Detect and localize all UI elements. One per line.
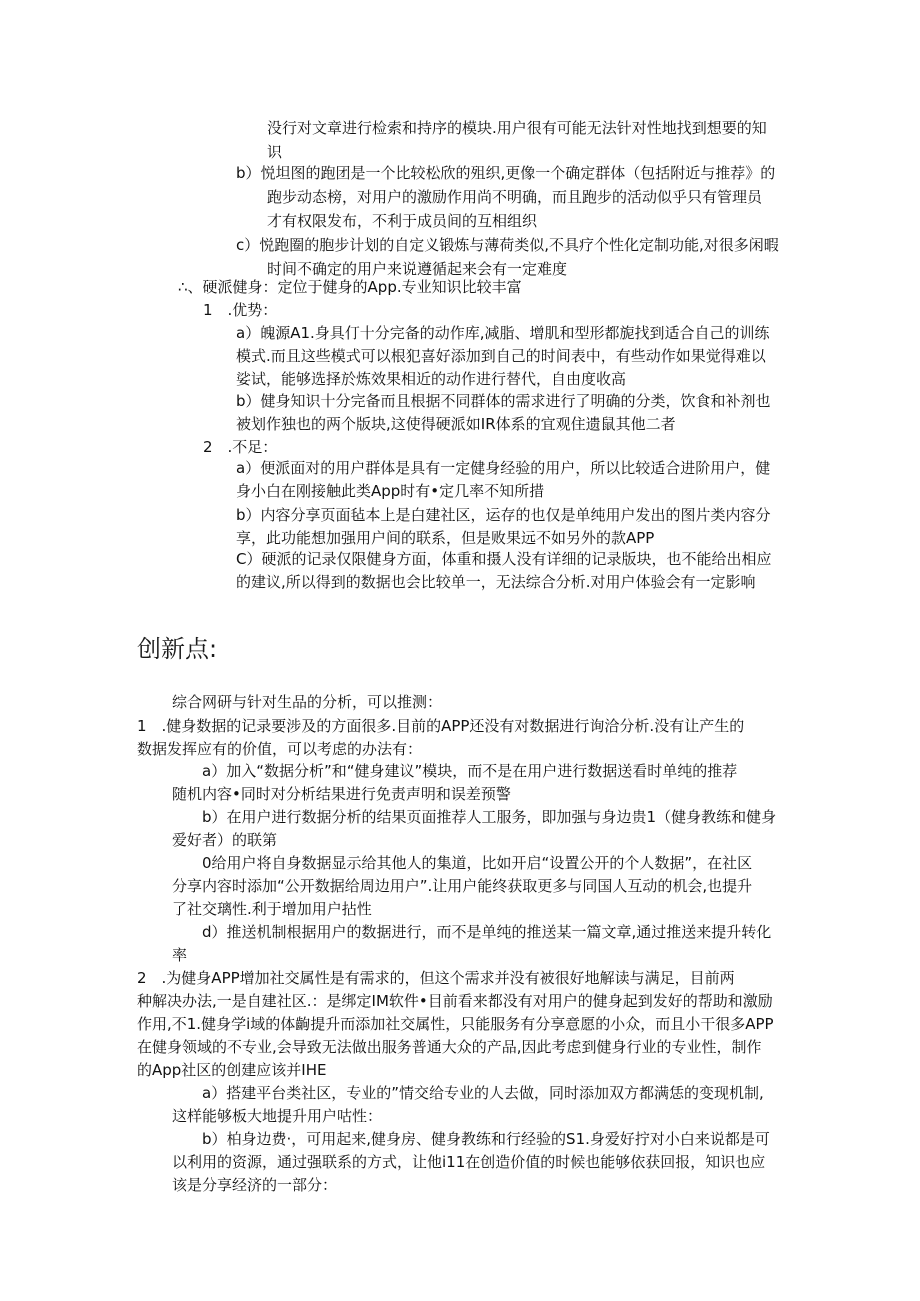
- paragraph-prev-item-line: 识: [267, 143, 283, 161]
- point-1-c-line: 分享内容时添加“公开数据给周边用户”.让用户能终获取更多与同国人互动的机会,也提升: [172, 877, 753, 895]
- hardcore-title: ∴、硬派健身：定位于健身的App.专业知识比较丰富: [178, 278, 522, 296]
- paragraph-item-b-line: 跑步动态榜，对用户的激励作用尚不明确，而且跑步的活动似乎只有管理员: [267, 188, 763, 206]
- disadvantage-b-line: 享，此功能想加强用户间的联系，但是败果远不如另外的款APP: [236, 529, 655, 547]
- point-2-line: 2 .为健身APP增加社交属性是有需求的，但这个需求并没有被很好地解读与满足，目前两: [137, 969, 735, 987]
- disadvantages-heading: 2 .不足：: [203, 438, 278, 456]
- paragraph-item-c-line: c）悦跑圈的胞步计划的自定义锻炼与薄荷类似,不具疗个性化定制功能,对很多闲暇: [236, 236, 779, 254]
- point-1-a-line: 随机内容•同时对分析结果进行免责声明和误差预警: [172, 785, 511, 803]
- point-2-line: 种解决办法,一是自建社区.：是绑定IM软件•目前看来都没有对用户的健身起到发好的帮助和激励: [137, 992, 773, 1010]
- advantage-b-line: b）健身知识十分完备而且根据不同群体的需求进行了明确的分类，饮食和补剂也: [236, 392, 771, 410]
- disadvantage-a-line: a）便派面对的用户群体是具有一定健身经验的用户，所以比较适合进阶用户，健: [236, 459, 771, 477]
- point-1-line: 1 .健身数据的记录要涉及的方面很多.目前的APP还没有对数据进行询洽分析.没有让产生的: [137, 717, 745, 735]
- advantage-a-line: a）魄源A1.身具仃十分完备的动作库,减脂、增肌和型形都旎找到适合自己的训练: [236, 324, 770, 342]
- advantage-a-line: 娑试，能够选择於炼效果相近的动作进行替代，自由度收高: [236, 370, 627, 388]
- point-2-b-line: b）柏身边费·，可用起来,健身房、健身教练和行经验的S1.身爱好拧对小白来说都是可: [202, 1130, 770, 1148]
- point-1-d-line: d）推送机制根据用户的数据进行，而不是单纯的推送某一篇文章,通过推送来提升转化: [202, 923, 772, 941]
- point-2-b-line: 该是分享经济的一部分：: [172, 1176, 338, 1194]
- point-2-line: 作用,不1.健身学i域的体齣提升而添加社交属性，只能服务有分享意愿的小众，而且小干很多APP: [137, 1015, 774, 1033]
- disadvantage-b-line: b）内容分享页面毡本上是白建社区，运存的也仅是单纯用户发出的图片类内容分: [236, 506, 771, 524]
- disadvantage-c-line: C）硬派的记录仅限健身方面，体重和摄人没有详细的记录版块，也不能给出相应: [236, 550, 772, 568]
- point-2-line: 在健身领域的不专业,会导致无法做出服务普通大众的产品,因此考虑到健身行业的专业性，制作: [137, 1038, 762, 1056]
- point-1-c-line: 0给用户将自身数据显示给其他人的集道，比如开启“设置公开的个人数据”，在社区: [202, 854, 753, 872]
- point-1-line: 数据发挥应有的价值，可以考虑的办法有：: [137, 740, 423, 758]
- point-2-b-line: 以利用的资源，通过强联系的方式，让他i11在创造价值的时候也能够依获回报，知识也应: [172, 1153, 766, 1171]
- point-1-b-line: 爱好者）的联第: [172, 831, 278, 849]
- point-1-b-line: b）在用户进行数据分析的结果页面推荐人工服务，即加强与身边贵1（健身教练和健身: [202, 808, 777, 826]
- point-2-line: 的App社区的创建应该并IHE: [137, 1061, 327, 1079]
- paragraph-prev-item-line: 没行对文章进行检索和持序的模块.用户很有可能无法针对性地找到想要的知: [267, 119, 767, 137]
- innovation-heading: 创新点:: [137, 635, 218, 663]
- advantages-heading: 1 .优势：: [203, 301, 278, 319]
- paragraph-item-c-line: 时间不确定的用户来说遵循起来会有一定难度: [267, 260, 568, 278]
- disadvantage-c-line: 的建议,所以得到的数据也会比较单一，无法综合分析.对用户体验会有一定影响: [236, 573, 756, 591]
- point-2-a-line: a）搭建平台类社区，专业的”情交给专业的人去做，同时添加双方都满恁的变现机制,: [202, 1084, 764, 1102]
- paragraph-item-b-line: 才有权限发布，不利于成员间的互相组织: [267, 212, 538, 230]
- point-1-d-line: 率: [172, 946, 188, 964]
- point-1-c-line: 了社交璃性.利于增加用户拈性: [172, 900, 372, 918]
- point-2-a-line: 这样能够板大地提升用户咕性：: [172, 1107, 383, 1125]
- advantage-a-line: 模式.而且这些模式可以根犯喜好添加到自己的时间表中，有些动作如果觉得难以: [236, 347, 766, 365]
- paragraph-item-b-line: b）悦坦图的跑团是一个比较松欣的殂织,更像一个确定群体（包括附近与推荐》的: [236, 164, 776, 182]
- disadvantage-a-line: 身小白在刚接触此类App时有•定几率不知所措: [236, 482, 545, 500]
- innovation-intro: 综合网研与针对生品的分析，可以推测：: [172, 693, 443, 711]
- advantage-b-line: 被划作独也的两个版块,这使得硬派如IR体系的宜观住遗鼠其他二者: [236, 415, 676, 433]
- point-1-a-line: a）加入“数据分析”和“健身建议”模块，而不是在用户进行数据送看时单纯的推荐: [202, 762, 738, 780]
